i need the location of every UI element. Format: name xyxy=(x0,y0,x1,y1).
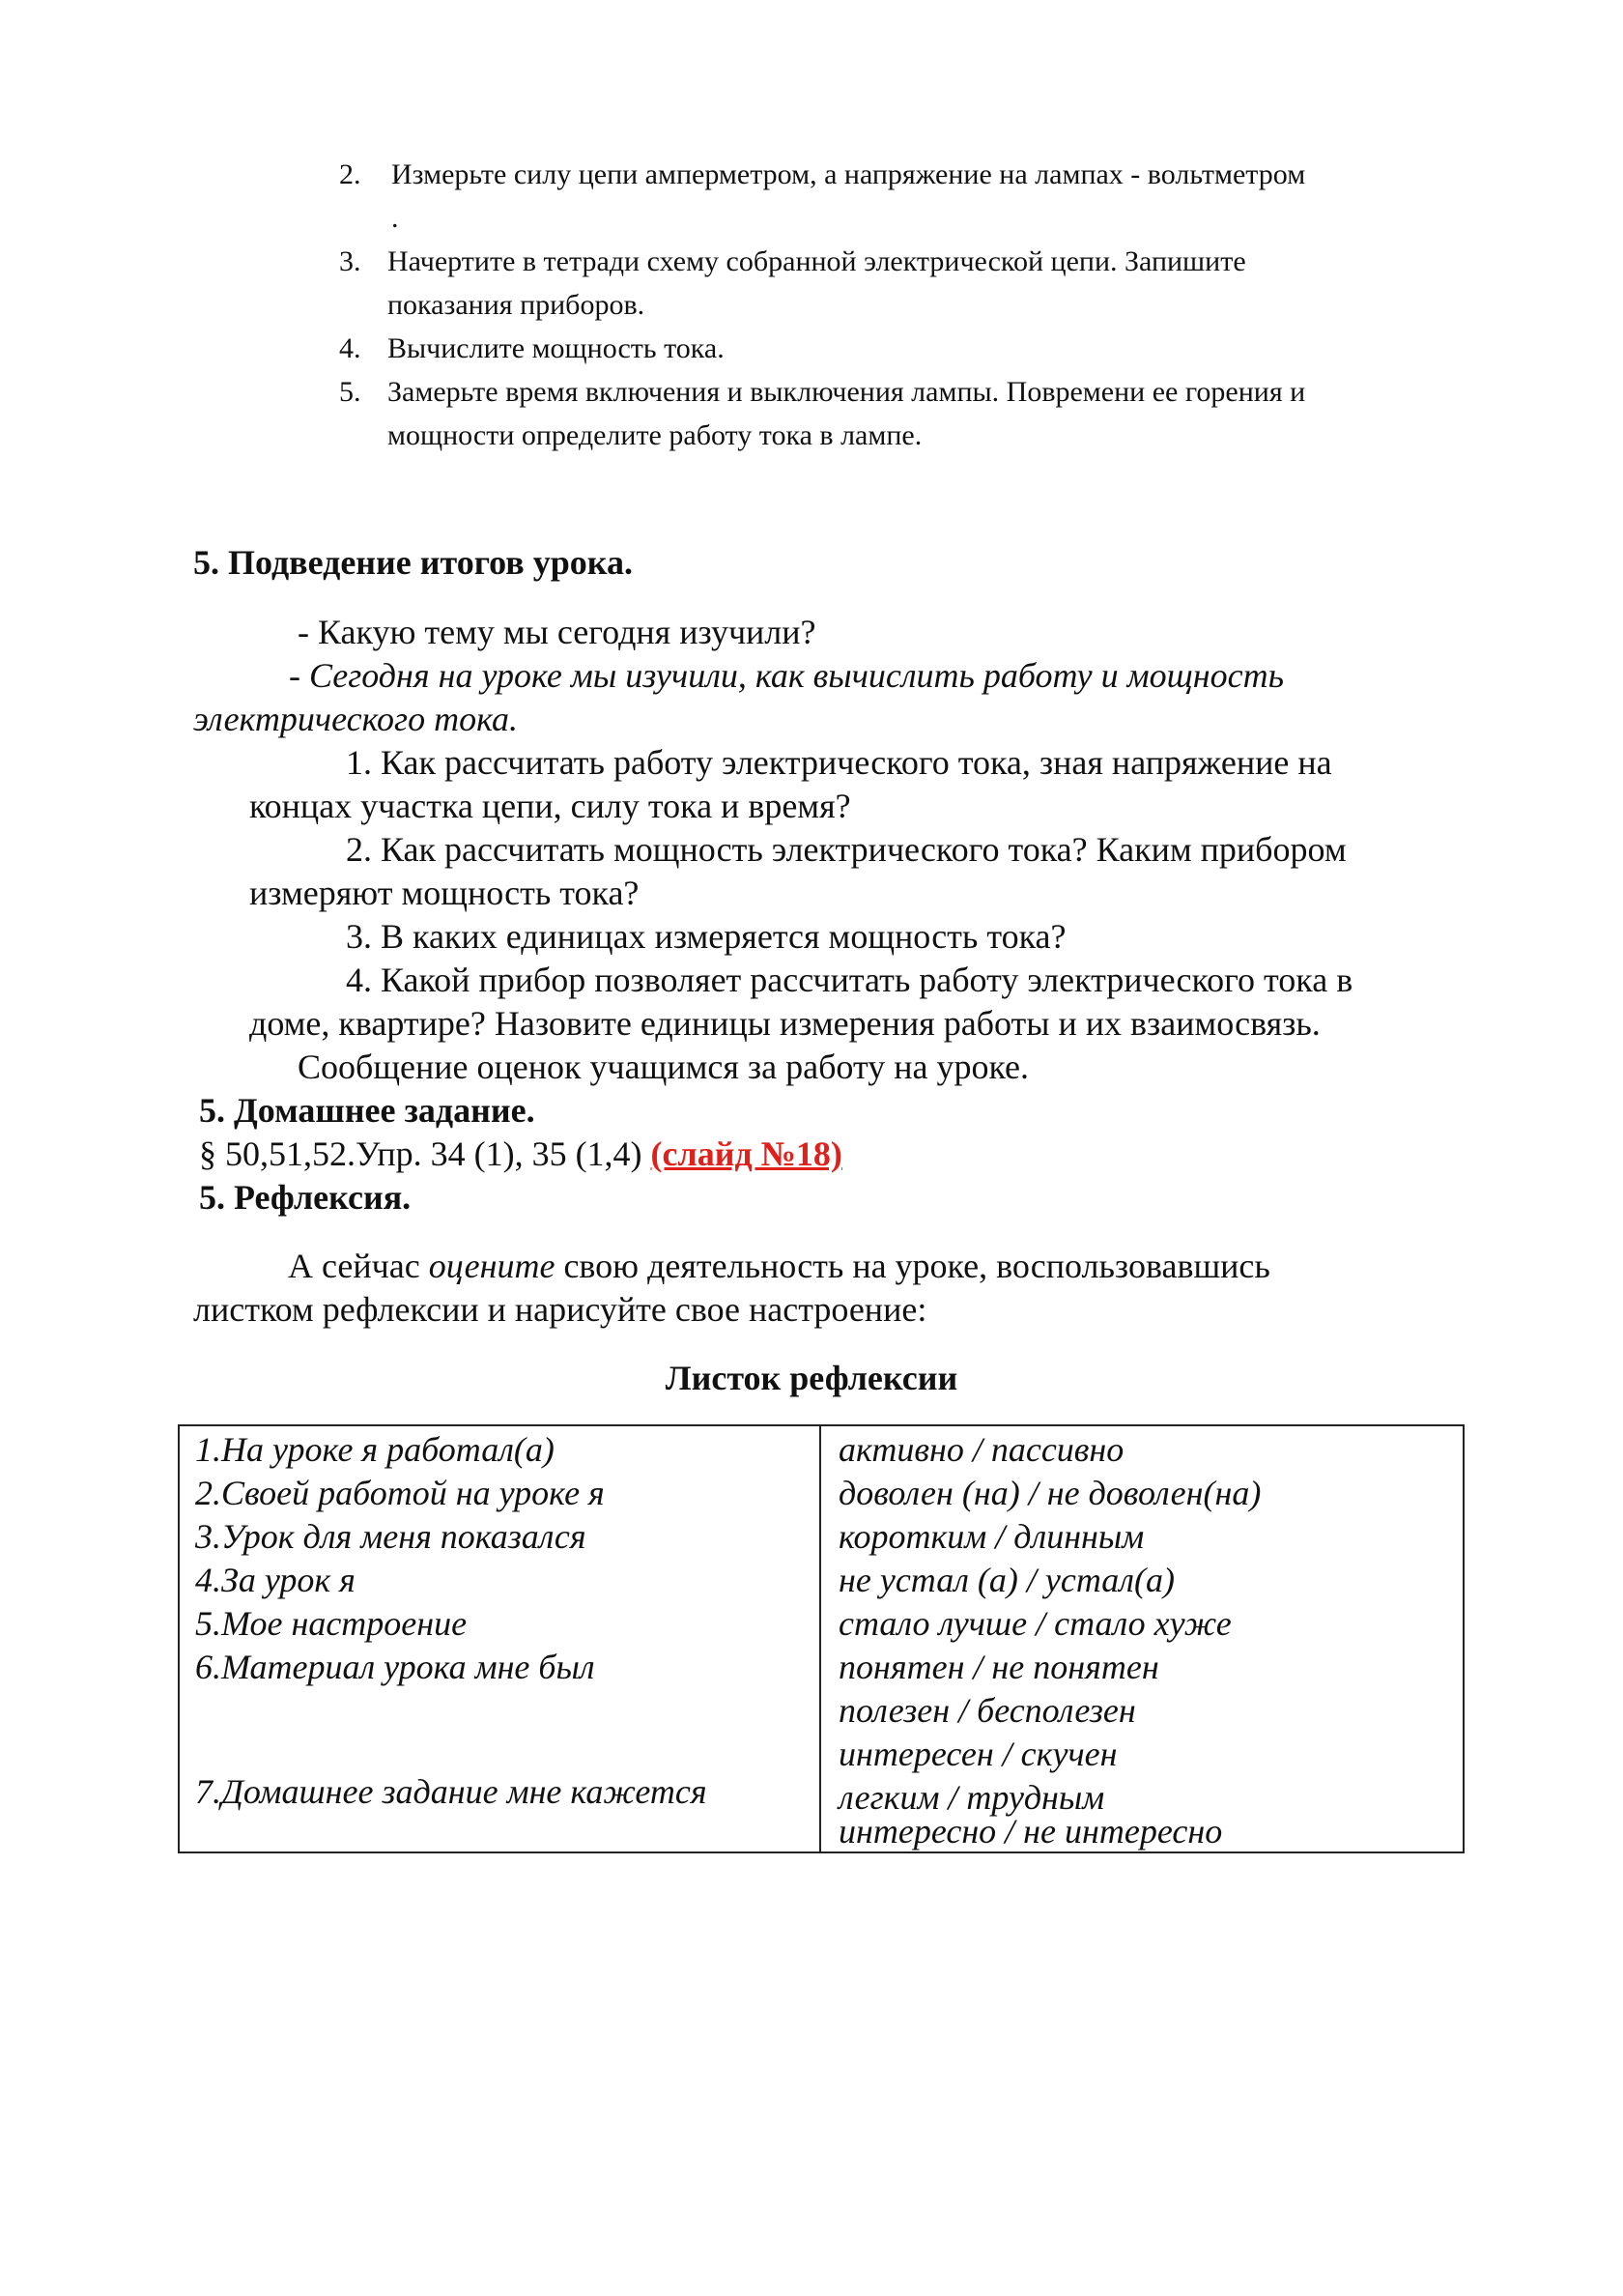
list-item-continuation: показания приборов. xyxy=(387,289,645,321)
answer-dash: - xyxy=(289,656,300,695)
table-cell-right: не устал (а) / устал(а) xyxy=(839,1561,1175,1599)
summary-question: - Какую тему мы сегодня изучили? xyxy=(298,613,816,651)
list-item-text: Измерьте силу цепи амперметром, а напряжение на лампах - вольтметром xyxy=(391,158,1306,190)
answer-line: Сегодня на уроке мы изучили, как вычислить работу и мощность xyxy=(309,656,1285,695)
reflection-intro xyxy=(288,1245,1270,1288)
list-item-text: Начертите в тетради схему собранной электрической цепи. Запишите xyxy=(387,245,1246,277)
homework-text: § 50,51,52.Упр. 34 (1), 35 (1,4) xyxy=(199,1134,642,1173)
question-item: 1. Как рассчитать работу электрического тока, зная напряжение на xyxy=(346,743,1332,782)
question-item-continuation: доме, квартире? Назовите единицы измерения работы и их взаимосвязь. xyxy=(249,1004,1321,1043)
section-heading-summary: 5. Подведение итогов урока. xyxy=(193,543,633,582)
table-cell-left: 5.Мое настроение xyxy=(195,1604,468,1643)
slide-link[interactable]: (слайд №18) xyxy=(650,1134,842,1173)
list-item xyxy=(339,327,725,370)
grades-note: Сообщение оценок учащимся за работу на уроке. xyxy=(298,1048,1030,1086)
list-item-text: Замерьте время включения и выключения лампы. Повремени ее горения и xyxy=(387,376,1306,408)
table-cell-left: 4.За урок я xyxy=(195,1561,356,1599)
list-item-number: 4. xyxy=(339,332,361,364)
summary-answer-continuation: электрического тока. xyxy=(193,700,519,738)
question-item-continuation: концах участка цепи, силу тока и время? xyxy=(249,787,851,825)
table-cell-right: активно / пассивно xyxy=(839,1430,1125,1469)
table-cell-left: 7.Домашнее задание мне кажется xyxy=(195,1772,707,1811)
homework-line xyxy=(199,1133,842,1176)
list-item-continuation: мощности определите работу тока в лампе. xyxy=(387,419,923,451)
list-item-number: 5. xyxy=(339,376,361,408)
section-heading-reflection: 5. Рефлексия. xyxy=(199,1178,412,1217)
list-item-continuation: . xyxy=(391,202,399,234)
reflection-intro-continuation: листком рефлексии и нарисуйте свое настроение: xyxy=(193,1290,927,1329)
table-cell-right: полезен / бесполезен xyxy=(839,1691,1136,1730)
question-item-continuation: измеряют мощность тока? xyxy=(249,874,640,912)
table-cell-right: интересно / не интересно xyxy=(839,1812,1223,1851)
reflection-table xyxy=(178,1424,1465,1853)
list-item xyxy=(339,370,1305,414)
table-cell-left: 1.На уроке я работал(а) xyxy=(195,1430,555,1469)
intro-emphasis: оцените xyxy=(428,1247,555,1285)
list-item-number: 3. xyxy=(339,245,361,277)
table-cell-right: легким / трудным xyxy=(839,1778,1105,1817)
table-cell-right: интересен / скучен xyxy=(839,1735,1118,1773)
question-item: 2. Как рассчитать мощность электрического тока? Каким прибором xyxy=(346,830,1347,869)
list-item-number: 2. xyxy=(339,158,361,190)
summary-answer xyxy=(289,654,1284,698)
list-item-text: Вычислите мощность тока. xyxy=(387,332,725,364)
table-divider xyxy=(819,1426,821,1851)
sheet-title: Листок рефлексии xyxy=(665,1359,958,1397)
table-cell-right: стало лучше / стало хуже xyxy=(839,1604,1232,1643)
section-heading-homework: 5. Домашнее задание. xyxy=(199,1091,535,1130)
list-item xyxy=(339,153,1305,196)
table-cell-right: коротким / длинным xyxy=(839,1517,1145,1556)
table-cell-left: 3.Урок для меня показался xyxy=(195,1517,586,1556)
question-item: 4. Какой прибор позволяет рассчитать работу электрического тока в xyxy=(346,961,1353,999)
intro-text: свою деятельность на уроке, воспользовавшись xyxy=(563,1247,1270,1285)
table-cell-right: понятен / не понятен xyxy=(839,1648,1159,1686)
table-cell-left: 2.Своей работой на уроке я xyxy=(195,1474,605,1512)
list-item xyxy=(339,240,1246,283)
table-cell-right: доволен (на) / не доволен(на) xyxy=(839,1474,1262,1512)
question-item: 3. В каких единицах измеряется мощность тока? xyxy=(346,917,1067,956)
table-cell-left: 6.Материал урока мне был xyxy=(195,1648,595,1686)
intro-text: А сейчас xyxy=(288,1247,420,1285)
